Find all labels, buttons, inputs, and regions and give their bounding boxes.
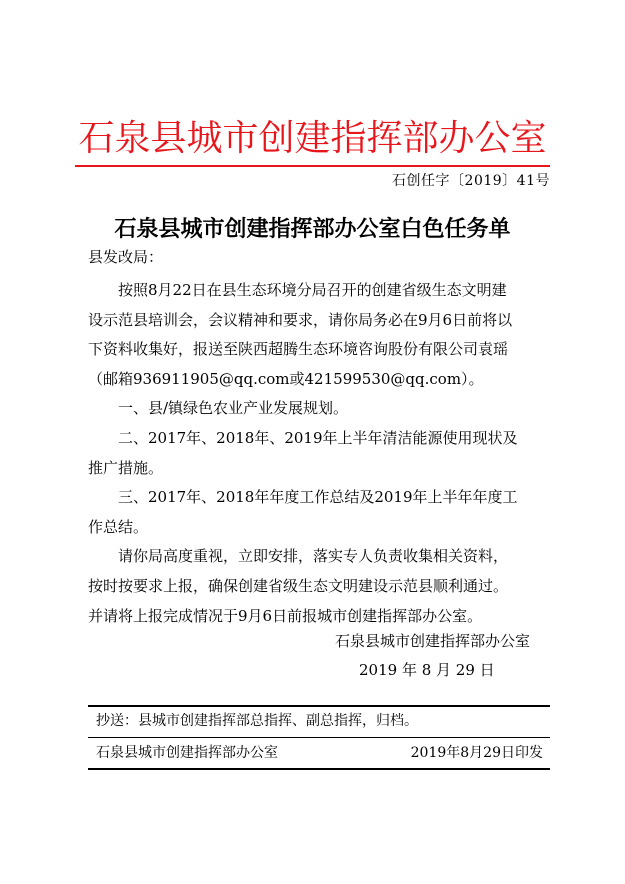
- body-line: 作总结。: [88, 517, 149, 536]
- body-line: 二、2017年、2018年、2019年上半年清洁能源使用现状及: [88, 428, 518, 447]
- body-line: 下资料收集好，报送至陕西超腾生态环境咨询股份有限公司袁瑶: [88, 340, 509, 359]
- addressee: 县发改局：: [88, 248, 164, 266]
- printer-org: 石泉县城市创建指挥部办公室: [96, 745, 278, 761]
- body-line: 设示范县培训会，会议精神和要求，请你局务必在9月6日前将以: [88, 310, 513, 329]
- body-line: 请你局高度重视，立即安排，落实专人负责收集相关资料，: [88, 547, 509, 566]
- document-number: 石创任字〔2019〕41号: [392, 173, 550, 189]
- cc-line: 抄送：县城市创建指挥部总指挥、副总指挥，归档。: [96, 713, 418, 729]
- org-header: 石泉县城市创建指挥部办公室: [78, 118, 547, 159]
- body-line: 推广措施。: [88, 458, 164, 477]
- body-line: 按照8月22日在县生态环境分局召开的创建省级生态文明建: [88, 281, 507, 299]
- signature-org: 石泉县城市创建指挥部办公室: [335, 632, 531, 650]
- body-line: 并请将上报完成情况于9月6日前报城市创建指挥部办公室。: [88, 606, 483, 625]
- body-line: 一、县/镇绿色农业产业发展规划。: [88, 399, 349, 418]
- body-text: [88, 276, 558, 631]
- print-date: 2019年8月29日印发: [410, 745, 543, 761]
- footer-middle-rule: [88, 737, 550, 738]
- document-title: 石泉县城市创建指挥部办公室白色任务单: [114, 216, 511, 242]
- footer-bottom-rule: [88, 768, 550, 770]
- signature-date: 2019 年 8 月 29 日: [359, 661, 495, 679]
- red-divider: [75, 165, 550, 167]
- footer-top-rule: [88, 705, 550, 707]
- body-line: （邮箱936911905@qq.com或421599530@qq.com）。: [88, 369, 484, 388]
- body-line: 按时按要求上报，确保创建省级生态文明建设示范县顺利通过。: [88, 576, 509, 595]
- body-line: 三、2017年、2018年年度工作总结及2019年上半年年度工: [88, 488, 518, 507]
